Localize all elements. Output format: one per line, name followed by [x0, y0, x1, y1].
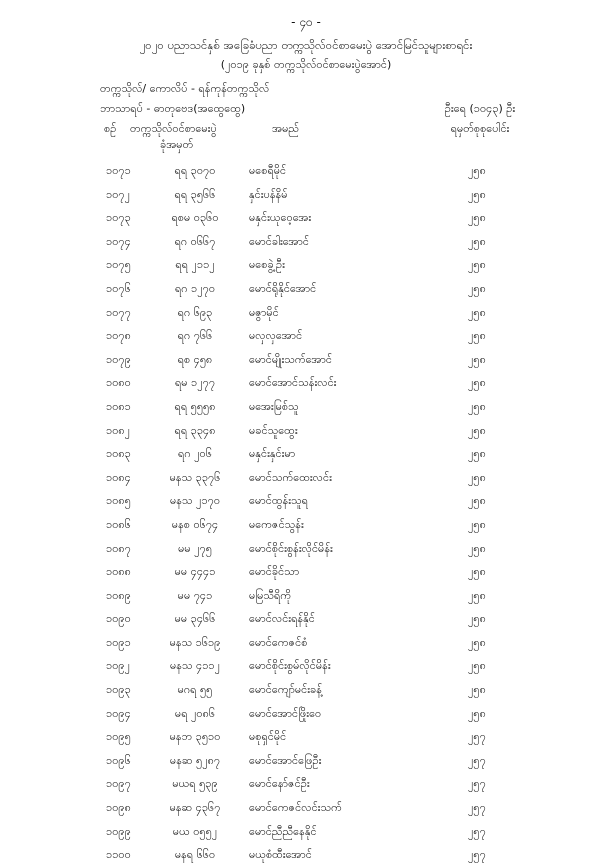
table-row — [0, 372, 612, 396]
row-number: ၁၀၇၄ — [106, 234, 131, 248]
student-name: မအေးမြစ်သူ — [249, 399, 299, 413]
roll-number: မနရ ၆၆၀ — [174, 848, 216, 862]
roll-number: ရဂ ၆၉၃ — [177, 305, 213, 319]
row-number: ၁၀၈၇ — [106, 541, 131, 555]
row-number: ၁၀၇၁ — [106, 164, 131, 177]
roll-number: ရဂ ၇၆၆ — [177, 329, 213, 343]
total-marks: ၂၅၈ — [468, 164, 486, 177]
row-number: ၁၀၉၀ — [106, 612, 131, 626]
student-name: မောင်မျိုးသက်အောင် — [249, 352, 332, 366]
table-row — [0, 821, 612, 845]
table-row — [0, 207, 612, 231]
table-row — [0, 349, 612, 373]
total-marks: ၂၅၈ — [468, 447, 486, 461]
roll-number: မမ ၃၄၆၆ — [174, 612, 216, 626]
document-title: ၂၀၂၀ ပညာသင်နှစ် အခြေခံပညာ တက္ကသိုလ်ဝင်စာမေးပွဲ အောင်မြင်သူများစာရင်း — [139, 38, 473, 52]
student-name: မခင်သူထွေး — [249, 423, 298, 437]
table-row — [0, 325, 612, 349]
total-marks: ၂၅၈ — [468, 211, 486, 225]
student-name: မစုရှင်မိုင် — [249, 730, 287, 744]
row-number: ၁၀၇၉ — [106, 352, 131, 366]
total-marks: ၂၅၈ — [468, 612, 486, 626]
student-name: မဇွာမိုင် — [249, 305, 279, 319]
row-number: ၁၀၈၁ — [106, 399, 131, 413]
table-row — [0, 561, 612, 585]
student-name: နှင်းပန်နိမ် — [249, 187, 288, 201]
row-number: ၁၀၇၅ — [106, 258, 131, 272]
table-row — [0, 797, 612, 821]
total-marks: ၂၅၈ — [468, 305, 486, 319]
roll-number: ရရ ၅၅၅၈ — [174, 399, 216, 413]
roll-number: မနသ ၁၆၁၉ — [169, 635, 221, 649]
total-marks: ၂၅၈ — [468, 588, 486, 602]
roll-number: မနဆ ၄၃၆၇ — [169, 801, 221, 815]
table-row — [0, 278, 612, 302]
table-row — [0, 585, 612, 609]
total-marks: ၂၅၈ — [468, 352, 486, 366]
row-number: ၁၀၉၈ — [106, 801, 131, 815]
student-name: မယုစံထီးအောင် — [249, 848, 312, 862]
column-header-roll-line2: ခုံအမှတ် — [160, 138, 194, 151]
student-name: မလှလှအောင် — [249, 329, 303, 343]
student-name: မနှင်းနှင်းမာ — [249, 447, 296, 461]
row-number: ၁၀၇၈ — [106, 329, 131, 343]
total-marks: ၂၅၈ — [468, 565, 486, 579]
student-name: မမြသီရိကို — [249, 588, 292, 602]
results-table — [0, 160, 612, 868]
total-marks: ၂၅၈ — [468, 706, 486, 720]
row-number: ၁၀၉၇ — [106, 777, 131, 791]
table-row — [0, 396, 612, 420]
row-number: ၁၀၈၅ — [106, 494, 131, 508]
total-marks: ၂၅၇ — [468, 730, 486, 744]
table-row — [0, 655, 612, 679]
student-name: မောင်ရိုနိုင်အောင် — [249, 281, 317, 295]
student-name: မောင်ညီညီနေနိုင် — [249, 824, 317, 838]
row-number: ၁၀၉၄ — [106, 706, 131, 720]
page-number: - ၄၀ - — [291, 15, 321, 29]
table-row — [0, 490, 612, 514]
row-number: ၁၀၉၁ — [106, 635, 131, 649]
student-name: မောင်အောင်ဖြိုးဝေ — [249, 706, 322, 720]
total-marks: ၂၅၇ — [468, 801, 486, 815]
student-name: မောင်လင်းရန်နိုင် — [249, 612, 315, 626]
row-number: ၁၁၀၀ — [106, 848, 131, 862]
table-row — [0, 703, 612, 727]
table-row — [0, 160, 612, 184]
column-header-no: စဉ် — [104, 122, 117, 135]
student-name: မစေခွဲ့ဦး — [249, 258, 285, 272]
student-name: မောင်ခါးအောင် — [249, 234, 310, 248]
row-number: ၁၀၉၂ — [106, 659, 130, 673]
table-row — [0, 608, 612, 632]
roll-number: ရစမ ၀၃၆၀ — [171, 211, 219, 225]
roll-number: မနစ ၀၆၇၄ — [171, 517, 219, 531]
student-name: မောင်ကေဇင်စံ — [249, 635, 308, 649]
row-number: ၁၀၉၉ — [106, 824, 131, 838]
student-name: မောင်စိုင်းစွန်းလိုင်မိန်း — [249, 541, 333, 555]
roll-number: ရရ ၃၀၇၀ — [174, 164, 216, 177]
table-row — [0, 632, 612, 656]
table-row — [0, 231, 612, 255]
column-header-amount: ရမှတ်စုစုပေါင်း — [450, 122, 510, 135]
row-number: ၁၀၇၆ — [106, 281, 131, 295]
student-name: မကေဇင်သွန်း — [249, 517, 304, 531]
roll-number: မနသ ၂၁၇၀ — [169, 494, 221, 508]
roll-number: မဂရ ၅၅ — [177, 683, 213, 697]
university-label: တက္ကသိုလ်/ ကောလိပ် - ရန်ကုန်တက္ကသိုလ် — [100, 82, 270, 95]
roll-number: မယရ ၅၃၉ — [172, 777, 218, 791]
total-marks: ၂၅၈ — [468, 541, 486, 555]
roll-number: မနသ ၄၁၁၂ — [169, 659, 221, 673]
roll-number: ရရ ၃၅၆၆ — [174, 187, 216, 201]
roll-number: မနဆ ၅၂၈၇ — [169, 753, 221, 767]
student-name: မောင်ကေဇင်လင်းသက် — [249, 801, 342, 815]
row-number: ၁၀၈၃ — [106, 447, 131, 461]
row-number: ၁၀၇၂ — [106, 187, 130, 201]
roll-number: ရရ ၃၃၄၈ — [174, 423, 216, 437]
roll-number: ရစ ၄၅၈ — [177, 352, 213, 366]
row-number: ၁၀၈၆ — [106, 517, 131, 531]
table-row — [0, 467, 612, 491]
roll-number: မမ ၄၄၄၁ — [174, 565, 216, 579]
total-marks: ၂၅၈ — [468, 234, 486, 248]
total-marks: ၂၅၈ — [468, 258, 486, 272]
total-marks: ၂၅၈ — [468, 659, 486, 673]
table-row — [0, 420, 612, 444]
row-number: ၁၀၈၈ — [106, 565, 131, 579]
roll-number: မမ ၂၇၅ — [178, 541, 212, 555]
student-name: မောင်သက်ထေးလင်း — [249, 470, 332, 484]
table-row — [0, 750, 612, 774]
total-marks: ၂၅၈ — [468, 399, 486, 413]
roll-number: ရဂ ၁၂၇၀ — [174, 281, 216, 295]
student-name: မနှင်းယုဝေ့အေး — [249, 211, 312, 225]
roll-number: မယ ၀၅၅၂ — [172, 824, 218, 838]
document-subtitle: (၂၀၁၉ ခုနှစ် တက္ကသိုလ်ဝင်စာမေးပွဲအောင်) — [220, 58, 392, 71]
row-number: ၁၀၈၀ — [106, 376, 131, 390]
roll-number: ရရ ၂၁၁၂ — [175, 258, 215, 272]
total-marks: ၂၅၈ — [468, 187, 486, 201]
row-number: ၁၀၈၉ — [106, 588, 131, 602]
student-name: မောင်အောင်ဖြေဦး — [249, 753, 322, 767]
total-marks: ၂၅၈ — [468, 494, 486, 508]
row-number: ၁၀၉၆ — [106, 753, 131, 767]
table-row — [0, 679, 612, 703]
total-marks: ၂၅၈ — [468, 281, 486, 295]
total-marks: ၂၅၇ — [468, 753, 486, 767]
student-name: မောင်ကျော်မင်းခန့် — [249, 683, 322, 697]
table-row — [0, 538, 612, 562]
total-marks: ၂၅၈ — [468, 329, 486, 343]
roll-number: မရ ၂၀၈၆ — [174, 706, 216, 720]
total-marks: ၂၅၇ — [468, 824, 486, 838]
roll-number: ရဂ ၀၆၆၇ — [174, 234, 216, 248]
roll-number: မမ ၇၄၁ — [177, 588, 213, 602]
total-marks: ၂၅၈ — [468, 470, 486, 484]
table-row — [0, 726, 612, 750]
student-name: မစေရီမိုင် — [249, 164, 287, 177]
roll-number: ရဂ ၂၀၆ — [178, 447, 212, 461]
student-name: မောင်စိုင်းစွမ်လိုင်မိန်း — [249, 659, 331, 673]
row-number: ၁၀၉၃ — [106, 683, 131, 697]
roll-number: ရမ ၁၂၇၇ — [174, 376, 216, 390]
total-marks: ၂၅၇ — [468, 848, 486, 862]
total-marks: ၂၅၈ — [468, 517, 486, 531]
row-number: ၁၀၈၂ — [106, 423, 131, 437]
column-header-roll: တက္ကသိုလ်ဝင်စာမေးပွဲ — [130, 122, 217, 135]
column-header-name: အမည် — [272, 122, 300, 135]
table-row — [0, 254, 612, 278]
total-marks: ၂၅၈ — [468, 423, 486, 437]
total-marks: ၂၅၇ — [468, 777, 486, 791]
table-row — [0, 773, 612, 797]
total-count-label: ဦးရေ (၁၀၄၃) ဦး — [444, 102, 516, 115]
row-number: ၁၀၉၅ — [106, 730, 131, 744]
subject-label: ဘာသာရပ် - ဓာတုဗေဒ(အထွေထွေ) — [100, 102, 246, 115]
student-name: မောင်နော်ဇင်ဦး — [249, 777, 310, 791]
student-name: မောင်ထွန်းသူရ — [249, 494, 308, 508]
row-number: ၁၀၈၄ — [106, 470, 131, 484]
student-name: မောင်အောင်သန်းလင်း — [249, 376, 337, 390]
roll-number: မနဘ ၃၅၁၀ — [169, 730, 221, 744]
table-row — [0, 844, 612, 868]
table-row — [0, 514, 612, 538]
total-marks: ၂၅၈ — [468, 635, 486, 649]
total-marks: ၂၅၈ — [468, 683, 486, 697]
table-row — [0, 302, 612, 326]
row-number: ၁၀၇၇ — [106, 305, 131, 319]
table-row — [0, 184, 612, 208]
roll-number: မနသ ၃၃၇၆ — [169, 470, 221, 484]
student-name: မောင်ခိုင်သာ — [249, 565, 300, 579]
table-row — [0, 443, 612, 467]
row-number: ၁၀၇၃ — [106, 211, 131, 225]
total-marks: ၂၅၈ — [468, 376, 486, 390]
